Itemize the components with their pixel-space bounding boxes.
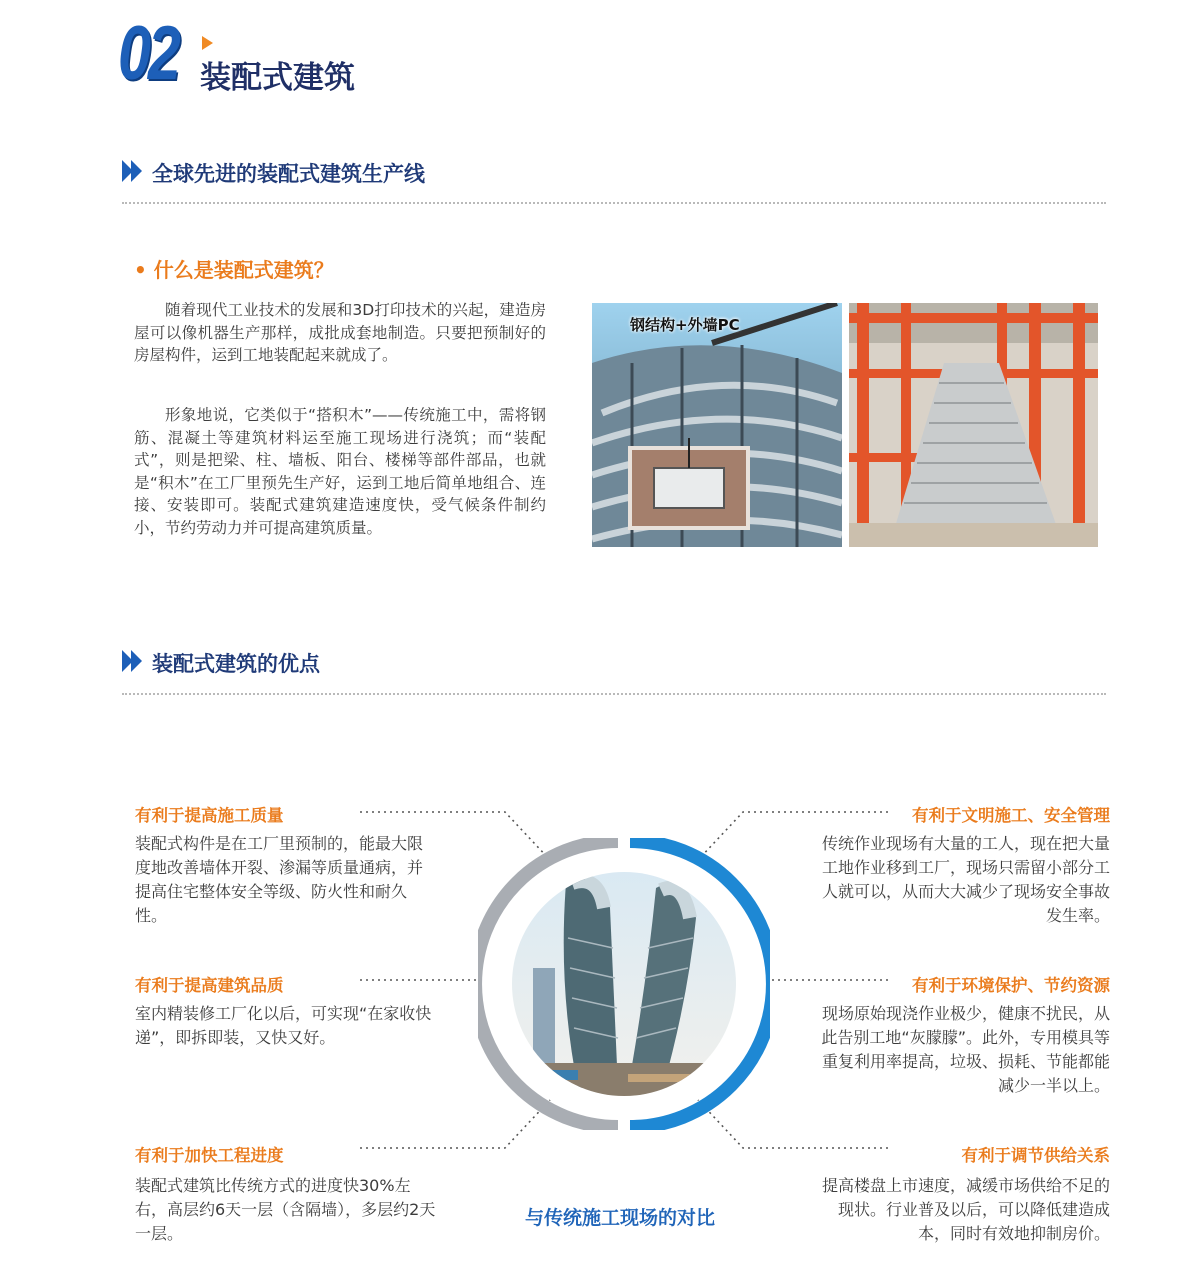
photo-prefab-staircase	[849, 303, 1098, 547]
section-arrow-icon	[122, 650, 144, 672]
advantage-quality-title: 有利于提高施工质量	[135, 806, 284, 825]
advantage-quality-text: 装配式构件是在工厂里预制的，能最大限度地改善墙体开裂、渗漏等质量通病，并提高住宅整体安全等级、防火性和耐久性。	[135, 834, 424, 925]
advantage-speed-text: 装配式建筑比传统方式的进度快30%左右，高层约6天一层（含隔墙），多层约2天一层。	[135, 1176, 436, 1243]
photo-label: 钢结构+外墙PC	[630, 316, 740, 334]
advantage-supply-title: 有利于调节供给关系	[961, 1146, 1110, 1165]
advantage-safety-text: 传统作业现场有大量的工人，现在把大量工地作业移到工厂，现场只需留小部分工人就可以，从而大大减少了现场安全事故发生率。	[821, 834, 1110, 925]
chapter-number: 02	[118, 11, 178, 96]
center-caption: 与传统施工现场的对比	[524, 1207, 715, 1229]
advantage-safety-title: 有利于文明施工、安全管理	[912, 806, 1110, 825]
photo-steel-structure	[592, 303, 842, 547]
advantage-environment-text: 现场原始现浇作业极少，健康不扰民，从此告别工地“灰朦朦”。此外，专用模具等重复利用率提高，垃圾、损耗、节能都能减少一半以上。	[821, 1004, 1110, 1095]
advantage-building-quality-text: 室内精装修工厂化以后，可实现“在家收快递”，即拆即装，又快又好。	[135, 1004, 432, 1047]
center-photo-circle	[478, 838, 770, 1130]
advantage-supply-text: 提高楼盘上市速度，减缓市场供给不足的现状。行业普及以后，可以降低建造成本，同时有效地抑制房价。	[821, 1176, 1110, 1243]
subheading-what-is: • 什么是装配式建筑？	[134, 258, 334, 282]
advantage-speed-title: 有利于加快工程进度	[135, 1146, 284, 1165]
intro-paragraph-1: 随着现代工业技术的发展和3D打印技术的兴起，建造房屋可以像机器生产那样，成批成套地制造。只要把预制好的房屋构件，运到工地装配起来就成了。	[134, 301, 546, 364]
section-divider	[122, 693, 1106, 695]
section-arrow-icon	[122, 160, 144, 182]
section-title-production-line: 全球先进的装配式建筑生产线	[152, 162, 425, 186]
section-divider	[122, 202, 1106, 204]
advantage-environment-title: 有利于环境保护、节约资源	[912, 976, 1110, 995]
chapter-marker-icon	[202, 36, 213, 50]
advantage-building-quality-title: 有利于提高建筑品质	[135, 976, 284, 995]
page-title: 装配式建筑	[200, 60, 355, 96]
intro-paragraph-2: 形象地说，它类似于“搭积木”——传统施工中，需将钢筋、混凝土等建筑材料运至施工现场进行浇筑；而“装配式”，则是把梁、柱、墙板、阳台、楼梯等部件部品，也就是“积木”在工厂里预先生产好，运到工地后简单地组合、连接、安装即可。装配式建筑建造速度快，受气候条件制约小，节约劳动力并可提高建筑质量。	[134, 406, 546, 537]
section-title-advantages: 装配式建筑的优点	[152, 652, 320, 676]
